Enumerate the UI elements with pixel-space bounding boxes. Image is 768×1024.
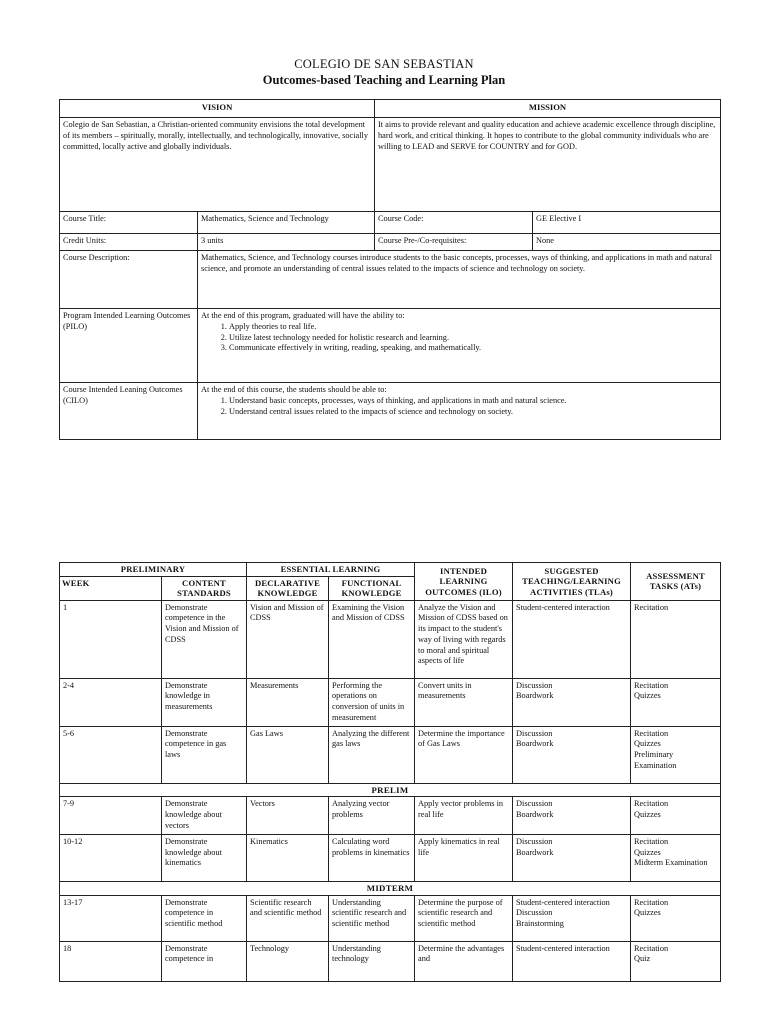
pilo-list — [201, 322, 717, 354]
declarative-cell: Measurements — [247, 678, 329, 726]
cilo-label: Course Intended Leaning Outcomes (CILO) — [60, 383, 198, 440]
at-item: Recitation — [634, 728, 669, 738]
week-cell: 2-4 — [60, 678, 162, 726]
at-item: Recitation — [634, 602, 669, 612]
plan-row — [60, 678, 721, 726]
tla-cell — [513, 600, 631, 678]
week-cell: 5-6 — [60, 726, 162, 783]
functional-knowledge-header: FUNCTIONAL KNOWLEDGE — [329, 576, 415, 600]
content-cell: Demonstrate knowledge about vectors — [162, 797, 247, 834]
tla-item: Discussion — [516, 680, 553, 690]
plan-row — [60, 834, 721, 881]
at-cell — [631, 726, 721, 783]
at-cell — [631, 678, 721, 726]
course-info-table — [59, 99, 721, 440]
midterm-separator: MIDTERM — [60, 881, 721, 895]
ilo-cell: Analyze the Vision and Mission of CDSS based on its impact to the student's way of living with regards to moral and spiritual aspects of life — [415, 600, 513, 678]
week-cell: 7-9 — [60, 797, 162, 834]
prerequisites-value: None — [533, 234, 721, 251]
at-item: Recitation — [634, 943, 669, 953]
declarative-cell: Gas Laws — [247, 726, 329, 783]
tla-item: Brainstorming — [516, 919, 564, 929]
cilo-list — [201, 396, 717, 418]
essential-learning-header: ESSENTIAL LEARNING — [247, 563, 415, 577]
tla-item: Boardwork — [516, 810, 554, 820]
mission-text: It aims to provide relevant and quality education and achieve academic excellence through discipline, hard work, and critical thinking. It hopes to contribute to the global community individuals who are willing to LEAD and SERVE for COUNTRY and for GOD. — [375, 118, 721, 212]
functional-cell: Performing the operations on conversion of units in measurement — [329, 678, 415, 726]
at-cell — [631, 941, 721, 981]
credit-units-value: 3 units — [198, 234, 375, 251]
ilo-header: INTENDED LEARNING OUTCOMES (ILO) — [415, 563, 513, 601]
course-code-value: GE Elective I — [533, 212, 721, 234]
at-item: Recitation — [634, 799, 669, 809]
prerequisites-label: Course Pre-/Co-requisites: — [375, 234, 533, 251]
ilo-cell: Determine the advantages and — [415, 941, 513, 981]
assessment-header: ASSESSMENT TASKS (ATs) — [631, 563, 721, 601]
at-item: Quizzes — [634, 739, 661, 749]
content-cell: Demonstrate competence in scientific method — [162, 895, 247, 941]
tla-item: Discussion — [516, 836, 553, 846]
tla-cell — [513, 678, 631, 726]
pilo-label: Program Intended Learning Outcomes (PILO) — [60, 309, 198, 383]
content-standards-header: CONTENT STANDARDS — [162, 576, 247, 600]
course-code-label: Course Code: — [375, 212, 533, 234]
at-cell — [631, 834, 721, 881]
plan-row — [60, 895, 721, 941]
tla-item: Discussion — [516, 728, 553, 738]
tla-cell — [513, 797, 631, 834]
at-item: Quizzes — [634, 810, 661, 820]
content-cell: Demonstrate knowledge about kinematics — [162, 834, 247, 881]
vision-text: Colegio de San Sebastian, a Christian-oriented community envisions the total development of its members – spiritually, morally, intellectually, and technologically, innovative, socially committed, locally active and globally individuals. — [60, 118, 375, 212]
preliminary-header: PRELIMINARY — [60, 563, 247, 577]
tla-item: Student-centered interaction — [516, 897, 610, 907]
cilo-item: 2. Understand central issues related to the impacts of science and technology on society. — [229, 407, 717, 418]
functional-cell: Analyzing vector problems — [329, 797, 415, 834]
declarative-cell: Kinematics — [247, 834, 329, 881]
prelim-separator-row — [60, 783, 721, 797]
course-title-value: Mathematics, Science and Technology — [198, 212, 375, 234]
vision-label: VISION — [60, 100, 375, 118]
plan-row — [60, 726, 721, 783]
content-cell: Demonstrate competence in gas laws — [162, 726, 247, 783]
course-description-value: Mathematics, Science, and Technology courses introduce students to the basic concepts, processes, ways of thinking, and applications in math and natural science, and promote an understanding of central issues related to the impacts of science and technology on society. — [198, 251, 721, 309]
credit-units-label: Credit Units: — [60, 234, 198, 251]
tla-cell — [513, 895, 631, 941]
at-item: Recitation — [634, 897, 669, 907]
functional-cell: Understanding scientific research and scientific method — [329, 895, 415, 941]
course-title-label: Course Title: — [60, 212, 198, 234]
at-item: Quiz — [634, 954, 651, 964]
declarative-cell: Scientific research and scientific method — [247, 895, 329, 941]
tla-cell — [513, 941, 631, 981]
course-description-label: Course Description: — [60, 251, 198, 309]
tla-item: Discussion — [516, 799, 553, 809]
mission-label: MISSION — [375, 100, 721, 118]
ilo-cell: Determine the purpose of scientific research and scientific method — [415, 895, 513, 941]
tla-item: Discussion — [516, 908, 553, 918]
pilo-item: 1. Apply theories to real life. — [229, 322, 717, 333]
teaching-plan-table — [59, 562, 721, 982]
content-cell: Demonstrate competence in — [162, 941, 247, 981]
plan-row — [60, 797, 721, 834]
teaching-plan-body — [60, 600, 721, 981]
at-item: Quizzes — [634, 847, 661, 857]
at-item: Quizzes — [634, 908, 661, 918]
week-header: WEEK — [60, 576, 162, 600]
ilo-cell: Apply kinematics in real life — [415, 834, 513, 881]
at-item: Midterm Examination — [634, 858, 708, 868]
content-cell: Demonstrate knowledge in measurements — [162, 678, 247, 726]
tla-header: SUGGESTED TEACHING/LEARNING ACTIVITIES (TLAs) — [513, 563, 631, 601]
tla-item: Boardwork — [516, 739, 554, 749]
cilo-content — [198, 383, 721, 440]
at-item: Preliminary Examination — [634, 750, 677, 771]
at-cell — [631, 895, 721, 941]
ilo-cell: Determine the importance of Gas Laws — [415, 726, 513, 783]
at-cell — [631, 797, 721, 834]
week-cell: 1 — [60, 600, 162, 678]
pilo-content — [198, 309, 721, 383]
declarative-cell: Technology — [247, 941, 329, 981]
tla-item: Boardwork — [516, 847, 554, 857]
midterm-separator-row — [60, 881, 721, 895]
pilo-item: 3. Communicate effectively in writing, reading, speaking, and mathematically. — [229, 343, 717, 354]
declarative-knowledge-header: DECLARATIVE KNOWLEDGE — [247, 576, 329, 600]
plan-row — [60, 941, 721, 981]
ilo-cell: Apply vector problems in real life — [415, 797, 513, 834]
cilo-intro: At the end of this course, the students should be able to: — [201, 385, 387, 394]
tla-item: Student-centered interaction — [516, 943, 610, 953]
week-cell: 10-12 — [60, 834, 162, 881]
school-name: COLEGIO DE SAN SEBASTIAN — [294, 57, 474, 71]
plan-row — [60, 600, 721, 678]
declarative-cell: Vision and Mission of CDSS — [247, 600, 329, 678]
declarative-cell: Vectors — [247, 797, 329, 834]
plan-title: Outcomes-based Teaching and Learning Plan — [262, 73, 506, 87]
week-cell: 18 — [60, 941, 162, 981]
functional-cell: Examining the Vision and Mission of CDSS — [329, 600, 415, 678]
pilo-intro: At the end of this program, graduated will have the ability to: — [201, 311, 405, 320]
at-cell — [631, 600, 721, 678]
tla-cell — [513, 834, 631, 881]
ilo-cell: Convert units in measurements — [415, 678, 513, 726]
functional-cell: Calculating word problems in kinematics — [329, 834, 415, 881]
at-item: Quizzes — [634, 691, 661, 701]
week-cell: 13-17 — [60, 895, 162, 941]
cilo-item: 1. Understand basic concepts, processes, ways of thinking, and applications in math and natural science. — [229, 396, 717, 407]
pilo-item: 2. Utilize latest technology needed for holistic research and learning. — [229, 333, 717, 344]
tla-item: Student-centered interaction — [516, 602, 610, 612]
tla-item: Boardwork — [516, 691, 554, 701]
tla-cell — [513, 726, 631, 783]
at-item: Recitation — [634, 680, 669, 690]
functional-cell: Understanding technology — [329, 941, 415, 981]
prelim-separator: PRELIM — [60, 783, 721, 797]
at-item: Recitation — [634, 836, 669, 846]
content-cell: Demonstrate competence in the Vision and Mission of CDSS — [162, 600, 247, 678]
functional-cell: Analyzing the different gas laws — [329, 726, 415, 783]
